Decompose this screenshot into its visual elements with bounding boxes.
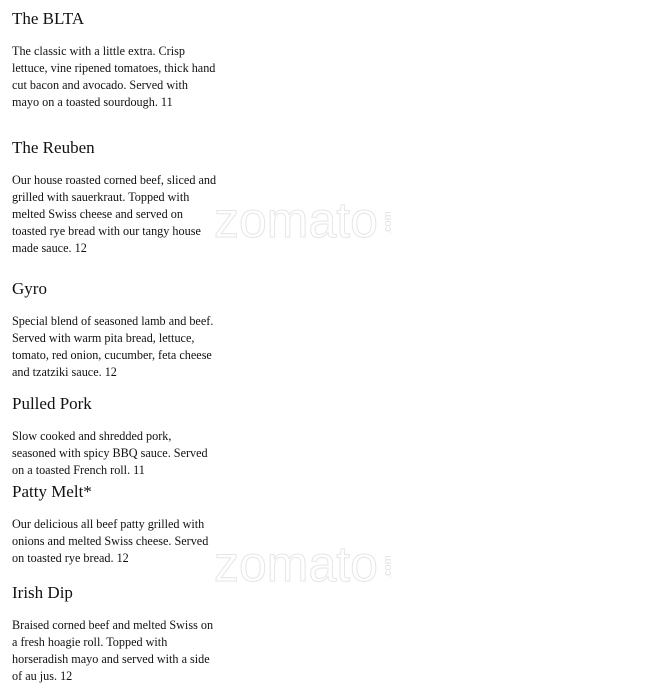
menu-item-description: Our house roasted corned beef, sliced and grilled with sauerkraut. Topped with melted Swiss cheese and served on toasted rye bread with our tangy house made sauce. 12 bbox=[12, 173, 217, 255]
menu-item bbox=[12, 482, 217, 567]
menu-item-title: Patty Melt* bbox=[12, 482, 92, 501]
watermark-text: zomato bbox=[214, 536, 378, 592]
menu-item-title: Pulled Pork bbox=[12, 394, 92, 413]
menu-item-description: The classic with a little extra. Crisp lettuce, vine ripened tomatoes, thick hand cut bacon and avocado. Served with mayo on a toasted sourdough. 11 bbox=[12, 44, 216, 109]
zomato-watermark bbox=[214, 192, 436, 248]
menu-item-description: Our delicious all beef patty grilled with onions and melted Swiss cheese. Served on toasted rye bread. 12 bbox=[12, 517, 209, 565]
watermark-suffix: .com bbox=[381, 555, 394, 579]
zomato-watermark bbox=[214, 536, 436, 592]
menu-item-title: The BLTA bbox=[12, 9, 85, 28]
menu-item bbox=[12, 583, 217, 685]
watermark-suffix: .com bbox=[381, 211, 394, 235]
menu-item bbox=[12, 138, 217, 257]
menu-item-description: Special blend of seasoned lamb and beef. Served with warm pita bread, lettuce, tomato, red onion, cucumber, feta cheese and tzatziki sauce. 12 bbox=[12, 314, 214, 379]
menu-item-title: Irish Dip bbox=[12, 583, 73, 602]
menu-item bbox=[12, 394, 217, 479]
menu-item-title: Gyro bbox=[12, 279, 47, 298]
menu-item-title: The Reuben bbox=[12, 138, 95, 157]
menu-item-description: Slow cooked and shredded pork, seasoned with spicy BBQ sauce. Served on a toasted French roll. 11 bbox=[12, 429, 208, 477]
menu-item-description: Braised corned beef and melted Swiss on a fresh hoagie roll. Topped with horseradish mayo and served with a side of au jus. 12 bbox=[12, 618, 214, 683]
menu-item bbox=[12, 9, 217, 111]
watermark-text: zomato bbox=[214, 192, 378, 248]
menu-item bbox=[12, 279, 217, 381]
